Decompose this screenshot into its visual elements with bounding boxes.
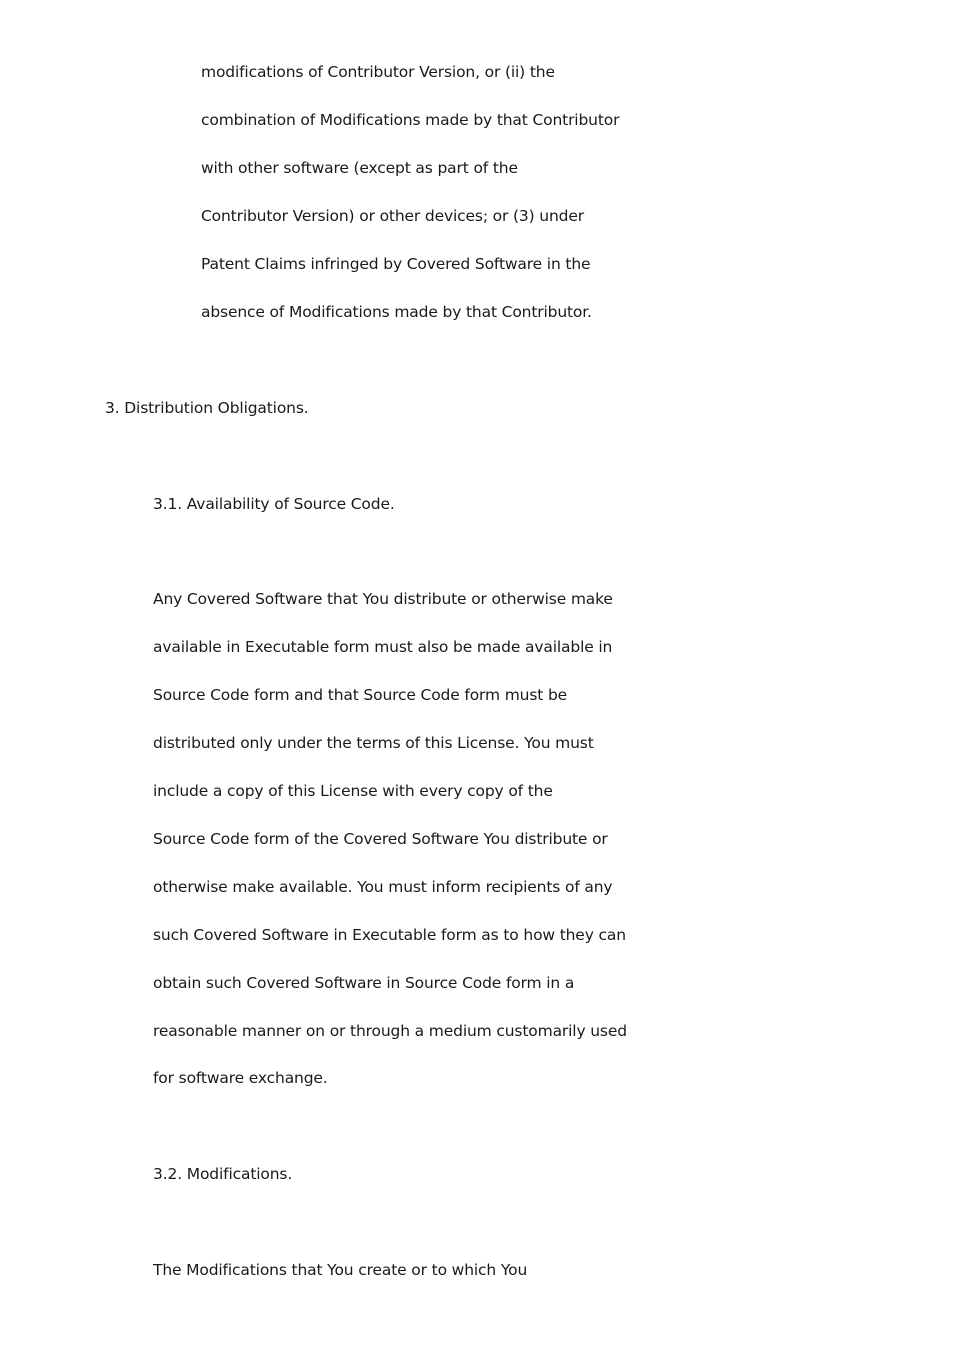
paragraph-line: such Covered Software in Executable form as to how they can	[153, 926, 626, 944]
paragraph-line: Any Covered Software that You distribute or otherwise make	[153, 590, 613, 608]
paragraph-line: for software exchange.	[153, 1069, 328, 1087]
paragraph-line: Source Code form and that Source Code form must be	[153, 686, 568, 704]
paragraph-line: include a copy of this License with every copy of the	[153, 782, 553, 800]
paragraph-line: The Modifications that You create or to which You	[153, 1261, 528, 1279]
paragraph-line: combination of Modifications made by that Contributor	[201, 111, 620, 129]
paragraph-line: Patent Claims infringed by Covered Software in the	[201, 255, 591, 273]
paragraph-line: Contributor Version) or other devices; or (3) under	[201, 207, 584, 225]
paragraph-line: modifications of Contributor Version, or (ii) the	[201, 63, 555, 81]
paragraph-line: Source Code form of the Covered Software You distribute or	[153, 830, 608, 848]
paragraph-line: reasonable manner on or through a medium customarily used	[153, 1022, 627, 1040]
paragraph-line: otherwise make available. You must inform recipients of any	[153, 878, 613, 896]
paragraph-line: distributed only under the terms of this License. You must	[153, 734, 594, 752]
subsection-heading: 3.2. Modifications.	[153, 1165, 293, 1183]
section-heading: 3. Distribution Obligations.	[105, 399, 309, 417]
paragraph-line: with other software (except as part of the	[201, 159, 518, 177]
subsection-heading: 3.1. Availability of Source Code.	[153, 495, 395, 513]
paragraph-line: obtain such Covered Software in Source Code form in a	[153, 974, 575, 992]
paragraph-line: absence of Modifications made by that Contributor.	[201, 303, 592, 321]
paragraph-line: available in Executable form must also be made available in	[153, 638, 613, 656]
